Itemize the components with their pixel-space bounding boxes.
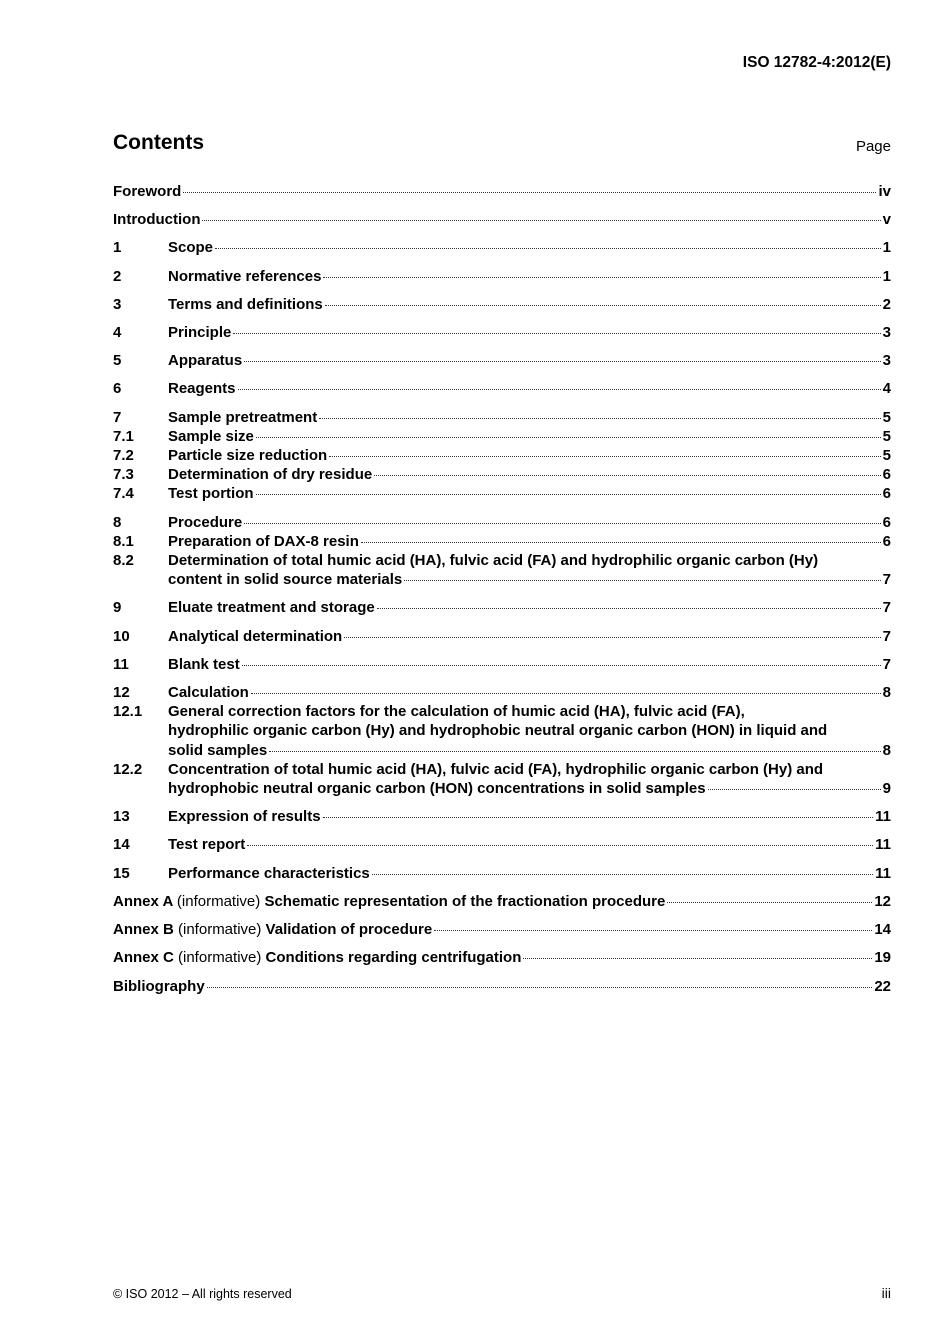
toc-title: Procedure [168, 513, 243, 531]
toc-entry-12-2[interactable] [113, 760, 891, 798]
dot-leader [323, 817, 874, 818]
toc-entry-7-2[interactable] [113, 446, 891, 465]
annex-note: (informative) [178, 921, 262, 939]
toc-title: Determination of dry residue [168, 466, 373, 484]
toc-number: 1 [113, 239, 122, 257]
toc-title: Introduction [113, 211, 201, 229]
dot-leader [183, 192, 876, 193]
toc-entry-foreword[interactable] [113, 182, 891, 201]
toc-title-line: General correction factors for the calculation of humic acid (HA), fulvic acid (FA), [168, 703, 745, 721]
toc-title: Bibliography [113, 977, 205, 995]
dot-leader [233, 333, 880, 334]
toc-number: 8.2 [113, 552, 134, 570]
page-title: Contents [113, 131, 204, 154]
toc-page: 22 [874, 977, 891, 995]
dot-leader [244, 361, 880, 362]
table-of-contents [113, 182, 891, 996]
annex-label: Annex A [113, 892, 173, 910]
toc-title-line: hydrophilic organic carbon (Hy) and hydrophobic neutral organic carbon (HON) in liquid and [168, 722, 828, 740]
toc-entry-6[interactable] [113, 379, 891, 398]
toc-title: Performance characteristics [168, 864, 370, 882]
toc-page: 5 [882, 447, 891, 465]
dot-leader [361, 542, 881, 543]
toc-number: 7.4 [113, 485, 134, 503]
dot-leader [251, 693, 881, 694]
dot-leader [323, 277, 880, 278]
toc-page: 3 [882, 324, 891, 342]
dot-leader [523, 958, 872, 959]
toc-entry-bibliography[interactable] [113, 977, 891, 996]
toc-entry-9[interactable] [113, 598, 891, 617]
page-column-label: Page [855, 138, 891, 155]
dot-leader [242, 665, 881, 666]
toc-number: 3 [113, 295, 122, 313]
toc-page: 2 [882, 295, 891, 313]
toc-title: Expression of results [168, 808, 321, 826]
toc-title-line: solid samples [168, 741, 268, 759]
toc-entry-8-1[interactable] [113, 532, 891, 551]
toc-number: 8 [113, 513, 122, 531]
dot-leader [377, 608, 881, 609]
dot-leader [404, 580, 880, 581]
page-number: iii [881, 1285, 891, 1301]
toc-number: 10 [113, 627, 130, 645]
toc-title: Apparatus [168, 352, 243, 370]
toc-title-line: hydrophobic neutral organic carbon (HON) concentrations in solid samples [168, 780, 706, 798]
toc-number: 4 [113, 324, 122, 342]
dot-leader [269, 751, 880, 752]
toc-entry-7[interactable] [113, 408, 891, 427]
toc-number: 9 [113, 599, 122, 617]
toc-number: 11 [113, 655, 129, 673]
toc-title: Scope [168, 239, 214, 257]
toc-entry-11[interactable] [113, 655, 891, 674]
toc-page: iv [878, 183, 891, 200]
toc-entry-annex-b[interactable] [113, 920, 891, 939]
annex-label: Annex B [113, 921, 174, 939]
toc-entry-4[interactable] [113, 323, 891, 342]
toc-entry-2[interactable] [113, 267, 891, 286]
toc-entry-12[interactable] [113, 683, 891, 702]
toc-title: Schematic representation of the fractionation procedure [264, 892, 666, 910]
copyright-notice: © ISO 2012 – All rights reserved [113, 1287, 292, 1301]
toc-title: Validation of procedure [265, 921, 433, 939]
toc-page: 1 [882, 239, 891, 257]
toc-page: 9 [882, 780, 891, 798]
toc-entry-1[interactable] [113, 238, 891, 257]
toc-title-line: Determination of total humic acid (HA), fulvic acid (FA) and hydrophilic organic carbon (Hy) [168, 552, 819, 570]
toc-entry-8-2[interactable] [113, 551, 891, 589]
toc-entry-14[interactable] [113, 835, 891, 854]
toc-number: 7.3 [113, 466, 134, 484]
annex-note: (informative) [178, 949, 262, 967]
dot-leader [374, 475, 880, 476]
toc-number: 7.1 [113, 427, 134, 445]
toc-entry-introduction[interactable] [113, 210, 891, 229]
dot-leader [238, 389, 881, 390]
document-id: ISO 12782-4:2012(E) [742, 54, 891, 71]
toc-title: Reagents [168, 380, 236, 398]
toc-title: Analytical determination [168, 627, 343, 645]
toc-number: 7.2 [113, 447, 134, 465]
dot-leader [319, 418, 880, 419]
dot-leader [215, 248, 881, 249]
toc-title: Preparation of DAX-8 resin [168, 532, 359, 550]
toc-number: 6 [113, 380, 122, 398]
toc-entry-3[interactable] [113, 295, 891, 314]
dot-leader [247, 845, 873, 846]
toc-page: 8 [882, 684, 891, 702]
dot-leader [256, 494, 881, 495]
dot-leader [667, 902, 872, 903]
toc-number: 12 [113, 684, 130, 702]
toc-title-line: content in solid source materials [168, 571, 403, 589]
toc-number: 13 [113, 808, 130, 826]
dot-leader [202, 220, 880, 221]
toc-title: Blank test [168, 655, 240, 673]
toc-title: Principle [168, 324, 232, 342]
annex-note: (informative) [176, 892, 261, 910]
toc-number: 8.1 [113, 532, 134, 550]
dot-leader [207, 987, 873, 988]
toc-page: 4 [882, 380, 891, 398]
toc-entry-7-1[interactable] [113, 427, 891, 446]
dot-leader [344, 637, 880, 638]
dot-leader [329, 456, 880, 457]
toc-page: 6 [882, 513, 891, 531]
toc-number: 12.1 [113, 703, 143, 721]
toc-entry-8[interactable] [113, 513, 891, 532]
toc-page: 12 [874, 892, 891, 910]
toc-number: 15 [113, 864, 130, 882]
toc-entry-13[interactable] [113, 807, 891, 826]
dot-leader [372, 874, 873, 875]
dot-leader [325, 305, 881, 306]
dot-leader [256, 437, 881, 438]
toc-page: 7 [882, 627, 891, 645]
toc-page: 7 [882, 599, 891, 617]
toc-title: Terms and definitions [168, 295, 323, 313]
toc-page: 5 [882, 427, 891, 445]
toc-title: Test portion [168, 485, 254, 503]
toc-title: Sample size [168, 427, 254, 445]
toc-title: Foreword [113, 183, 182, 200]
toc-page: 11 [875, 836, 891, 854]
toc-page: 19 [874, 949, 891, 967]
toc-page: 6 [882, 466, 891, 484]
toc-page: 11 [875, 808, 891, 826]
toc-page: v [882, 211, 891, 229]
toc-page: 3 [882, 352, 891, 370]
toc-entry-10[interactable] [113, 627, 891, 646]
toc-entry-annex-c[interactable] [113, 948, 891, 967]
toc-title: Normative references [168, 267, 322, 285]
toc-title: Calculation [168, 684, 249, 702]
toc-entry-15[interactable] [113, 864, 891, 883]
toc-number: 5 [113, 352, 122, 370]
toc-page: 6 [882, 485, 891, 503]
toc-page: 14 [874, 921, 891, 939]
toc-page: 1 [882, 267, 891, 285]
toc-number: 14 [113, 836, 130, 854]
toc-title: Eluate treatment and storage [168, 599, 375, 617]
toc-number: 12.2 [113, 760, 143, 778]
toc-page: 7 [882, 571, 891, 589]
toc-entry-annex-a[interactable] [113, 892, 891, 911]
toc-entry-5[interactable] [113, 351, 891, 370]
dot-leader [708, 789, 881, 790]
dot-leader [434, 930, 872, 931]
annex-label: Annex C [113, 949, 174, 967]
toc-title: Sample pretreatment [168, 408, 318, 426]
toc-entry-7-3[interactable] [113, 465, 891, 484]
toc-page: 5 [882, 408, 891, 426]
toc-page: 8 [882, 741, 891, 759]
toc-entry-7-4[interactable] [113, 484, 891, 503]
toc-page: 6 [882, 532, 891, 550]
toc-title: Test report [168, 836, 246, 854]
dot-leader [244, 523, 880, 524]
toc-number: 2 [113, 267, 122, 285]
toc-page: 7 [882, 655, 891, 673]
toc-page: 11 [875, 864, 891, 882]
toc-title-line: Concentration of total humic acid (HA), fulvic acid (FA), hydrophilic organic carbon (Hy) and [168, 760, 824, 778]
toc-number: 7 [113, 408, 122, 426]
toc-title: Particle size reduction [168, 447, 328, 465]
toc-title: Conditions regarding centrifugation [265, 949, 522, 967]
toc-entry-12-1[interactable] [113, 702, 891, 760]
